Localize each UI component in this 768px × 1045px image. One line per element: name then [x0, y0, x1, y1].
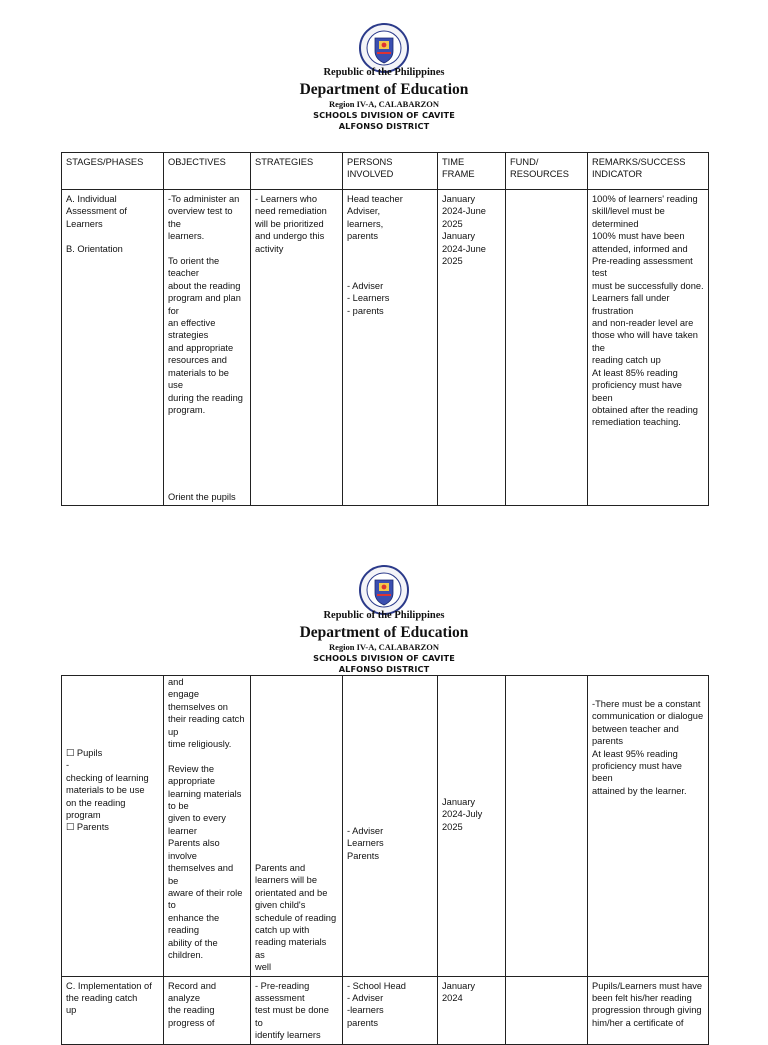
cell-strategies: Parents and learners will be orientated and be given child's schedule of reading catch up with reading materials as well — [251, 676, 343, 977]
cell-fund — [506, 676, 588, 977]
cell-strategies: - Learners who need remediation will be prioritized and undergo this activity — [251, 190, 343, 506]
header-republic: Republic of the Philippines — [323, 610, 445, 621]
col-header-time: TIME FRAME — [438, 153, 506, 190]
header-region: Region IV-A, CALABARZON — [328, 99, 440, 109]
cell-stages: C. Implementation of the reading catch up — [62, 976, 164, 1044]
cell-time: January 2024 — [438, 976, 506, 1044]
cell-persons: - School Head - Adviser -learners parents — [343, 976, 438, 1044]
cell-remarks: -There must be a constant communication or dialogue between teacher and parents At least 95% reading proficiency must have been attained by the learner. — [588, 676, 709, 977]
col-header-strategies: STRATEGIES — [251, 153, 343, 190]
cell-objectives: and engage themselves on their reading catch up time religiously. Review the appropriate learning materials to be given to every learner Parents also involve themselves and be aware of their role to enhance the reading ability of the children. — [164, 676, 251, 977]
header-district: ALFONSO DISTRICT — [338, 121, 430, 131]
header-region: Region IV-A, CALABARZON — [328, 642, 440, 652]
cell-persons: Head teacher Adviser, learners, parents - Adviser - Learners - parents — [343, 190, 438, 506]
action-plan-table-1 — [61, 152, 709, 506]
cell-remarks: Pupils/Learners must have been felt his/her reading progression through giving him/her a certificate of — [588, 976, 709, 1044]
cell-fund — [506, 190, 588, 506]
header-republic: Republic of the Philippines — [323, 67, 445, 78]
cell-time: January 2024-June 2025 January 2024-June 2025 — [438, 190, 506, 506]
cell-persons: - Adviser Learners Parents — [343, 676, 438, 977]
table-row — [62, 190, 709, 506]
cell-stages: A. Individual Assessment of Learners B. Orientation — [62, 190, 164, 506]
cell-objectives: Record and analyze the reading progress of — [164, 976, 251, 1044]
header-division: SCHOOLS DIVISION OF CAVITE — [313, 653, 455, 663]
cell-fund — [506, 976, 588, 1044]
col-header-objectives: OBJECTIVES — [164, 153, 251, 190]
deped-seal-icon — [357, 565, 411, 615]
table-header-row — [62, 153, 709, 190]
col-header-fund: FUND/ RESOURCES — [506, 153, 588, 190]
col-header-stages: STAGES/PHASES — [62, 153, 164, 190]
header-district: ALFONSO DISTRICT — [338, 664, 430, 674]
header-department: Department of Education — [299, 81, 469, 98]
table-row — [62, 676, 709, 977]
action-plan-table-2 — [61, 675, 709, 1045]
cell-objectives: -To administer an overview test to the learners. To orient the teacher about the reading program and plan for an effective strategies and appropriate resources and materials to be use during the reading program. Orient the pupils — [164, 190, 251, 506]
cell-stages: ☐ Pupils - checking of learning materials to be use on the reading program ☐ Parents — [62, 676, 164, 977]
cell-strategies: - Pre-reading assessment test must be done to identify learners — [251, 976, 343, 1044]
header-department: Department of Education — [299, 624, 469, 641]
col-header-remarks: REMARKS/SUCCESS INDICATOR — [588, 153, 709, 190]
cell-time: January 2024-July 2025 — [438, 676, 506, 977]
cell-remarks: 100% of learners' reading skill/level must be determined 100% must have been attended, informed and Pre-reading assessment test must be successfully done. Learners fall under frustration and non-reader level are those who will have taken the reading catch up At least 85% reading proficiency must have been obtained after the reading remediation teaching. — [588, 190, 709, 506]
table-row — [62, 976, 709, 1044]
col-header-persons: PERSONS INVOLVED — [343, 153, 438, 190]
header-division: SCHOOLS DIVISION OF CAVITE — [313, 110, 455, 120]
deped-seal-icon — [357, 23, 411, 73]
